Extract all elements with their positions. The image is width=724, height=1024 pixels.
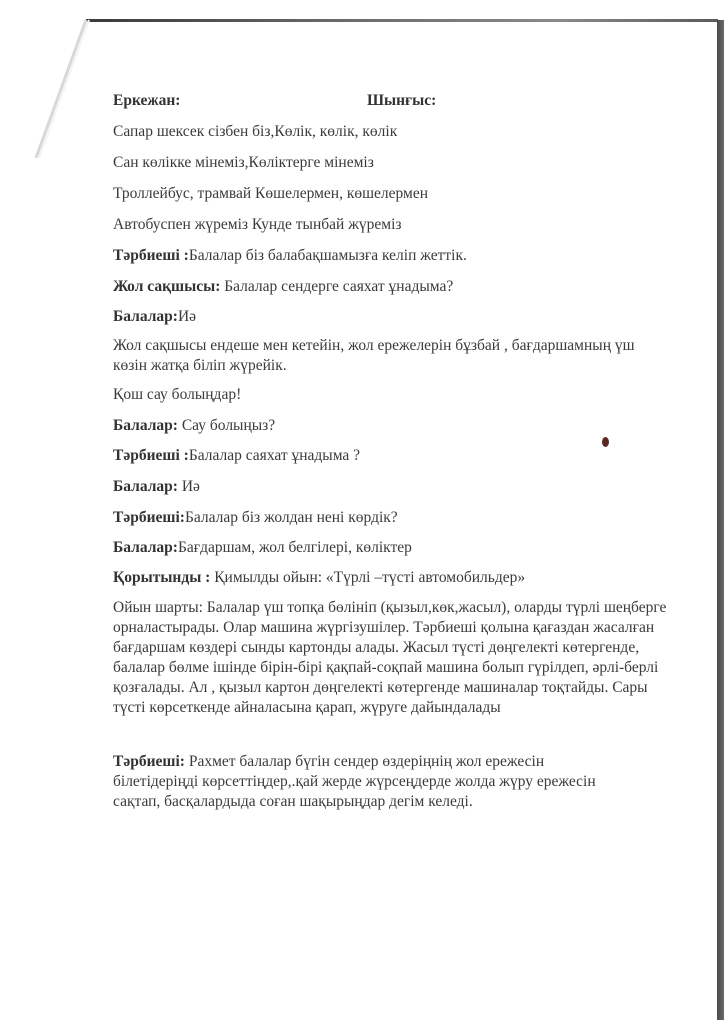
dialogue-line [113,477,200,496]
dialogue-line [113,446,360,465]
dialogue-line [113,246,467,265]
dialogue-paragraph: Жол сақшысы ендеше мен кетейін, жол ережелерін бұзбай , бағдаршамның үш көзін жатқа біліп жүрейік. [113,337,635,374]
page-top-edge [86,19,718,22]
dialogue-text: Балалар біз балабақшамызға келіп жеттік. [188,247,467,264]
speaker-label: Тәрбиеші : [113,447,189,464]
dialogue-text: Балалар саяхат ұнадыма ? [188,447,361,464]
speaker-label: Тәрбиеші : [113,247,189,264]
closing-paragraph [113,752,633,812]
song-line: Сан көлікке мінеміз,Көліктерге мінеміз [113,154,374,171]
speaker-label: Тәрбиеші: [113,753,185,770]
speaker-heading-left: Еркежан: [113,92,181,109]
speaker-label: Балалар: [113,539,178,556]
dialogue-text: Иә [177,478,200,495]
speaker-label: Балалар: [113,417,178,434]
speaker-label: Қорытынды : [113,569,211,586]
dialogue-line: Қош сау болыңдар! [113,386,242,403]
conclusion-line [113,568,525,587]
speaker-label: Балалар: [113,478,178,495]
speaker-label: Балалар: [113,308,178,325]
dialogue-line [113,508,398,527]
dialogue-line [113,277,453,296]
dialogue-text: Балалар біз жолдан нені көрдік? [184,509,398,526]
dialogue-text: Қимылды ойын: «Түрлі –түсті автомобильдер» [210,569,526,586]
ink-spot [602,437,609,447]
speaker-label: Тәрбиеші: [113,509,185,526]
dialogue-text: Балалар сендерге саяхат ұнадыма? [220,278,454,295]
page-fold-crease [30,18,90,158]
speaker-heading-right: Шынғыс: [367,92,437,109]
dialogue-line [113,416,275,435]
dialogue-line [113,538,412,557]
dialogue-text: Бағдаршам, жол белгілері, көліктер [177,539,412,556]
dialogue-text: Иә [177,308,197,325]
song-line: Сапар шексек сізбен біз,Көлік, көлік, көлік [113,123,398,140]
closing-text: Рахмет балалар бүгін сендер өздеріңнің жол ережесін білетідеріңді көрсеттіңдер,.қай жерде жүрсеңдерде жолда жүру ережесін сақтап, басқалардыда соған шақырыңдар дегім келеді. [113,753,596,810]
song-line: Автобуспен жүреміз Кунде тынбай жүреміз [113,216,402,233]
song-line: Троллейбус, трамвай Көшелермен, көшелермен [113,185,429,202]
speaker-label: Жол сақшысы: [113,278,221,295]
dialogue-text: Сау болыңыз? [177,417,276,434]
game-rules-paragraph: Ойын шарты: Балалар үш топқа бөлініп (қызыл,көк,жасыл), оларды түрлі шеңберге орналастырады. Олар машина жүргізушілер. Тәрбиеші қолына қағаздан жасалған бағдаршам көздері сынды картонды алады. Жасыл түсті дөңгелекті көтергенде, балалар бөлме ішінде бірін-бірі қақпай-соқпай машина болып гүрілдеп, әрлі-берлі қозғалады. Ал , қызыл картон дөңгелекті көтергенде машиналар тоқтайды. Сары түсті көрсеткенде айналасына қарап, жүруге дайындалады [113,599,667,716]
dialogue-line [113,307,196,326]
page-right-edge [717,20,724,1020]
